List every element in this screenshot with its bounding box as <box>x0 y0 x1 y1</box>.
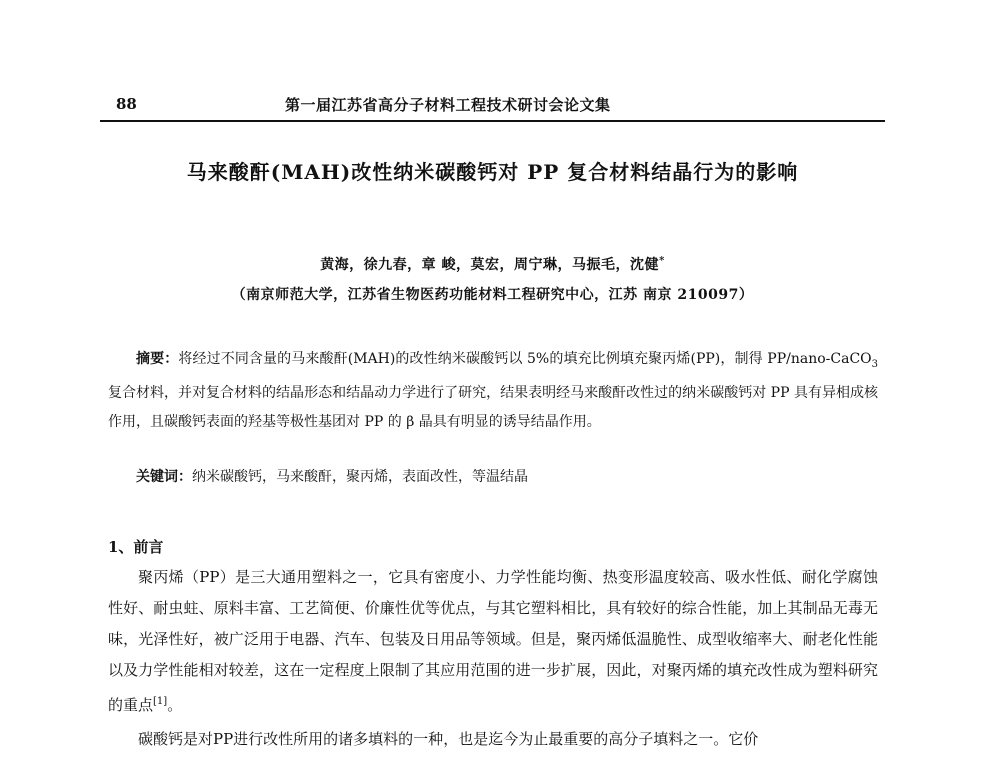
intro-end: 。 <box>167 696 183 714</box>
keywords <box>108 466 878 486</box>
paper-title: 马来酸酐(MAH)改性纳米碳酸钙对 PP 复合材料结晶行为的影响 <box>186 160 799 184</box>
citation-ref: [1] <box>153 696 168 707</box>
header-rule <box>100 120 885 122</box>
corresponding-mark: * <box>659 255 665 267</box>
keywords-label: 关键词： <box>136 469 192 485</box>
abstract-label: 摘要： <box>136 351 179 367</box>
section-heading: 1、前言 <box>108 538 164 556</box>
abstract <box>108 345 878 437</box>
author-list <box>100 254 885 274</box>
intro-text: 聚丙烯（PP）是三大通用塑料之一，它具有密度小、力学性能均衡、热变形温度较高、吸水性低、耐化学腐蚀性好、耐虫蛀、原料丰富、工艺简便、价廉性优等优点，与其它塑料相比，具有较好的综合性能，加上其制品无毒无味，光泽性好，被广泛用于电器、汽车、包装及日用品等领域。但是，聚丙烯低温脆性、成型收缩率大、耐老化性能以及力学性能相对较差，这在一定程度上限制了其应用范围的进一步扩展，因此，对聚丙烯的填充改性成为塑料研究的重点 <box>108 568 878 714</box>
keywords-text: 纳米碳酸钙，马来酸酐，聚丙烯，表面改性，等温结晶 <box>192 469 528 485</box>
abstract-text-1: 将经过不同含量的马来酸酐(MAH)的改性纳米碳酸钙以 5%的填充比例填充聚丙烯(PP)，制得 PP/nano-CaCO <box>178 351 872 367</box>
running-title: 第一届江苏省高分子材料工程技术研讨会论文集 <box>285 96 611 114</box>
intro-paragraph <box>108 562 878 721</box>
abstract-subscript: 3 <box>871 358 879 370</box>
intro-paragraph-2: 碳酸钙是对PP进行改性所用的诸多填料的一种，也是迄今为止最重要的高分子填料之一。它价 <box>138 730 759 748</box>
page-number: 88 <box>116 95 137 113</box>
affiliation: （南京师范大学，江苏省生物医药功能材料工程研究中心，江苏 南京 210097） <box>231 287 754 303</box>
abstract-text-2: 复合材料，并对复合材料的结晶形态和结晶动力学进行了研究，结果表明经马来酸酐改性过的纳米碳酸钙对 PP 具有异相成核作用，且碳酸钙表面的羟基等极性基团对 PP 的 β 晶具有明显的诱导结晶作用。 <box>108 384 878 430</box>
author-names: 黄海，徐九春，章 峻，莫宏，周宁琳，马振毛，沈健 <box>320 257 660 273</box>
